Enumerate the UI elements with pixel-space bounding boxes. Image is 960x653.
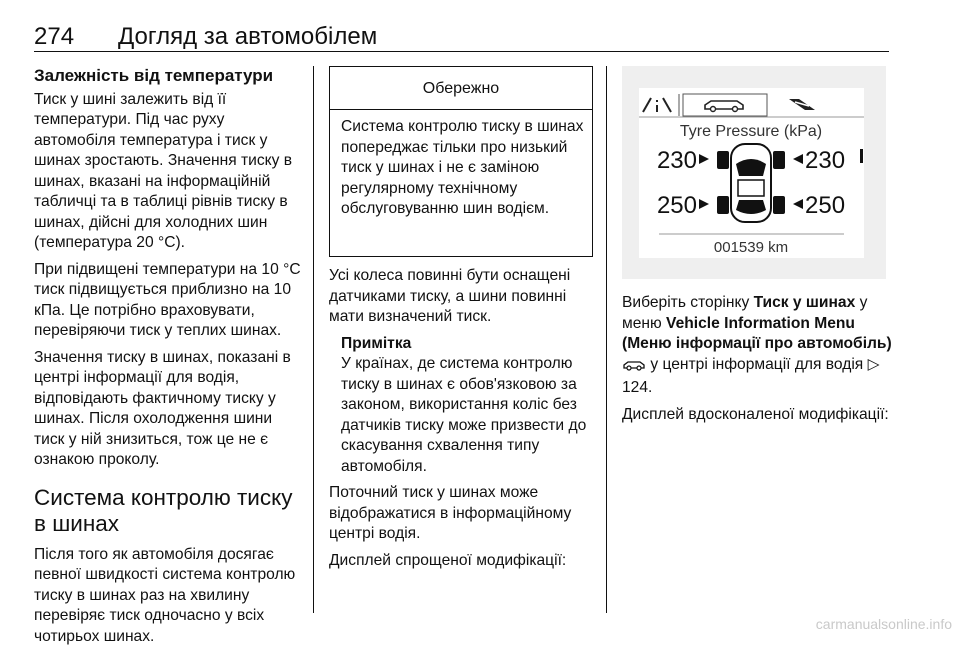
paragraph: Усі колеса повинні бути оснащені датчиками тиску, а шини повинні мати визначений тиск. — [329, 267, 571, 325]
tyre-pressure-display-figure — [622, 66, 886, 279]
menu-name: Vehicle Information Menu (Меню інформації про автомобіль) — [622, 314, 892, 352]
column-3 — [622, 293, 892, 431]
car-top-view-icon — [717, 144, 785, 222]
road-icon — [789, 99, 815, 110]
car-icon — [622, 358, 646, 379]
rear-right-pressure: 250 — [805, 192, 846, 219]
note-text: У країнах, де система контролю тиску в шинах є обов'язковою за законом, використання коліс без датчиків тиску може призвести до скасування схвалення типу автомобіля. — [341, 355, 587, 475]
warning-divider — [330, 109, 592, 110]
column-divider — [606, 66, 607, 613]
header-rule — [34, 51, 889, 52]
front-right-pressure: 230 — [805, 147, 846, 174]
section-heading-tpms: Система контролю тиску в шинах — [34, 484, 293, 536]
page-reference-arrow-icon: ▷ — [867, 355, 880, 373]
paragraph: Тиск у шині залежить від її температури. Під час руху автомобіля температура і тиск у шинах зростають. Значення тиску в шинах, вказані на інформаційній табличці та в таблиці рівнів тиску в шинах, дійсні для холодних шин (температура 20 °C). — [34, 90, 293, 251]
page-number: 274 — [34, 23, 75, 50]
display-label: Tyre Pressure (kPa) — [679, 123, 823, 140]
display-screen — [639, 88, 864, 258]
paragraph: Значення тиску в шинах, показані в центрі інформації для водія, відповідають фактичному тиску у шинах. Після охолодження шини тиск у ній знизиться, тож це не є ознакою проколу. — [34, 348, 291, 468]
scroll-indicator — [860, 149, 863, 163]
column-1 — [34, 66, 302, 653]
paragraph: Дисплей вдосконаленої модифікації: — [622, 405, 889, 423]
paragraph-select-page: Виберіть сторінку Тиск у шинах у меню Vehicle Information Menu (Меню інформації про автомобіль) у центрі інформації для водія ▷ 124. — [622, 294, 892, 396]
warning-text: Система контролю тиску в шинах попереджає тільки про низький тиск у шинах і не є заміною регулярному технічному обслуговуванню шин водієм. — [341, 118, 584, 217]
menu-item-tyre-pressure: Тиск у шинах — [753, 294, 856, 311]
warning-title: Обережно — [422, 80, 500, 97]
section-heading-temperature: Залежність від температури — [34, 66, 274, 85]
note-heading: Примітка — [341, 334, 412, 352]
page-reference[interactable]: 124 — [622, 379, 649, 396]
front-left-pressure: 230 — [656, 147, 697, 174]
column-2 — [329, 266, 599, 577]
column-divider — [313, 66, 314, 613]
road-info-icon — [643, 98, 671, 112]
note-block — [341, 334, 599, 478]
warning-box — [329, 66, 593, 257]
odometer-reading: 001539 km — [713, 239, 789, 256]
paragraph: Поточний тиск у шинах може відображатися в інформаційному центрі водія. — [329, 484, 572, 542]
paragraph: Дисплей спрощеної модифікації: — [329, 551, 567, 569]
rear-left-pressure: 250 — [656, 192, 697, 219]
car-icon — [705, 101, 743, 112]
paragraph: Після того як автомобіля досягає певної швидкості система контролю тиску в шинах раз на хвилину перевіряє тиск одночасно у всіх чотирьох шинах. — [34, 545, 296, 645]
display-graphic — [639, 88, 864, 258]
page-title: Догляд за автомобілем — [118, 23, 378, 50]
paragraph: При підвищені температури на 10 °C тиск підвищується приблизно на 10 кПа. Це потрібно враховувати, перевіряючи тиск у теплих шинах. — [34, 260, 301, 339]
watermark: carmanualsonline.info — [815, 616, 952, 632]
